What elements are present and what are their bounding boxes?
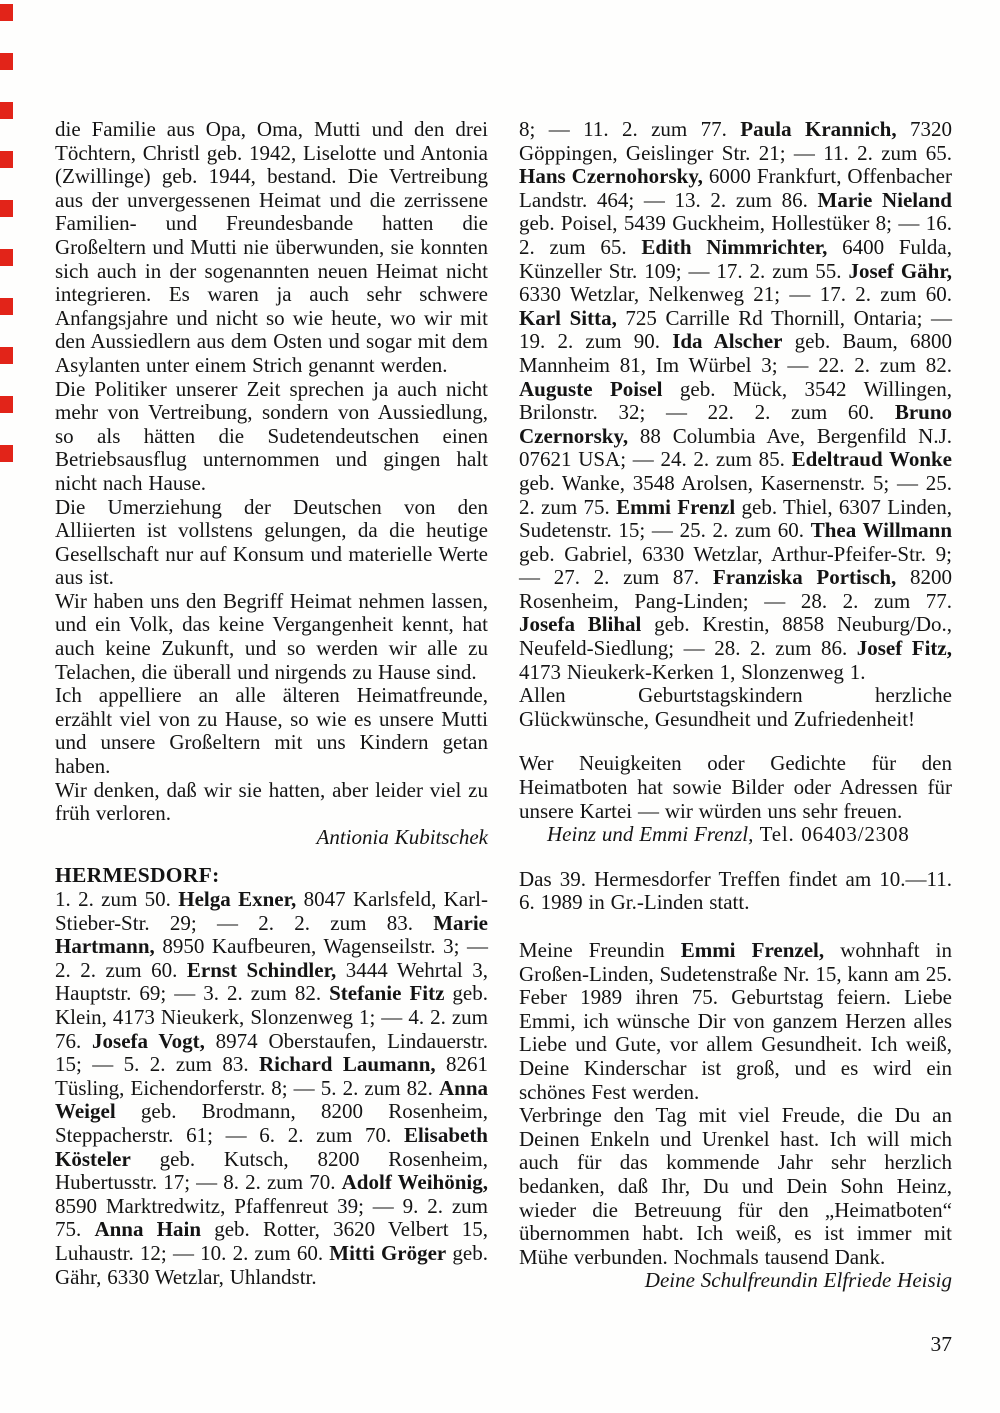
spacer	[519, 915, 952, 939]
registration-mark	[0, 4, 13, 21]
right-column	[519, 118, 952, 1293]
story-paragraph: Die Umerziehung der Deutschen von den Alliierten ist vollstens gelungen, da die heutige Gesellschaft nur auf Konsum und materielle Werte aus ist.	[55, 494, 488, 590]
registration-mark	[0, 445, 13, 462]
story-paragraph: Ich appelliere an alle älteren Heimatfreunde, erzählt viel von zu Hause, so wie es unsere Mutti und unsere Großeltern mit uns Kindern getan haben.	[55, 683, 488, 779]
story-paragraph: Wir haben uns den Begriff Heimat nehmen lassen, und ein Volk, das keine Vergangenheit kennt, hat auch keine Zukunft, und so werden wir alle zu Telachen, die überall und nirgends zu Hause sind.	[55, 588, 488, 684]
story-author-signature: Antionia Kubitschek	[316, 824, 488, 849]
registration-mark	[0, 249, 13, 266]
registration-mark	[0, 347, 13, 364]
request-paragraph: Wer Neuigkeiten oder Gedichte für den Heimatboten hat sowie Bilder oder Adressen für unsere Kartei — wir würden uns sehr freuen.	[519, 751, 952, 823]
letter-signature: Deine Schulfreundin Elfriede Heisig	[644, 1268, 952, 1293]
birthday-list-right: 8; — 11. 2. zum 77. Paula Krannich, 7320 Göppingen, Geislinger Str. 21; — 11. 2. zum 65. Hans Czernohorsky, 6000 Frankfurt, Offenbacher Landstr. 464; — 13. 2. zum 86. Marie Nieland geb. Poisel, 5439 Guckheim, Hollestüker 8; — 16. 2. zum 65. Edith Nimmrichter, 6400 Fulda, Künzeller Str. 109; — 17. 2. zum 55. Josef Gähr, 6330 Wetzlar, Nelkenweg 21; — 17. 2. zum 60. Karl Sitta, 725 Carrille Rd Thornill, Ontaria; — 19. 2. zum 90. Ida Alscher geb. Baum, 6800 Mannheim 81, Im Würbel 3; — 22. 2. zum 82. Auguste Poisel geb. Mück, 3542 Willingen, Brilonstr. 32; — 22. 2. zum 60. Bruno Czernorsky, 88 Columbia Ave, Bergenfild N.J. 07621 USA; — 24. 2. zum 85. Edeltraud Wonke geb. Wanke, 3548 Arolsen, Kasernenstr. 5; — 25. 2. zum 75. Emmi Frenzl geb. Thiel, 6307 Linden, Sudetenstr. 15; — 25. 2. zum 60. Thea Willmann geb. Gabriel, 6330 Wetzlar, Arthur-Pfeifer-Str. 9; — 27. 2. zum 87. Franziska Portisch, 8200 Rosenheim, Pang-Linden; — 28. 2. zum 77. Josefa Blihal geb. Krestin, 8858 Neuburg/Do., Neufeld-Siedlung; — 28. 2. zum 86. Josef Fitz, 4173 Nieukerk-Kerken 1, Slonzenweg 1.	[519, 117, 953, 684]
request-signature-names: Heinz und Emmi Frenzl,	[547, 822, 754, 847]
registration-mark	[0, 396, 13, 413]
registration-marks	[0, 4, 14, 494]
registration-mark	[0, 53, 13, 70]
meeting-notice: Das 39. Hermesdorfer Treffen findet am 10.—11. 6. 1989 in Gr.-Linden statt.	[519, 866, 952, 915]
section-heading-hermesdorf: HERMESDORF:	[55, 863, 220, 888]
letter-paragraph: Verbringe den Tag mit viel Freude, die Du an Deinen Enkeln und Urenkel hast. Ich will mich auch für das kommende Jahr sehr herzlich bedanken, daß Ihr, Du und Dein Sohn Heinz, wieder die Betreuung für den „Heimatboten“ übernommen habt. Ich weiß, es ist immer mit Mühe verbunden. Nochmals tausend Dank.	[519, 1103, 952, 1269]
spacer	[519, 847, 952, 868]
story-paragraph: Die Politiker unserer Zeit sprechen ja auch nicht mehr von Vertreibung, sondern von Aussiedlung, so als hätten die Sudetendeutschen einen Betriebsausflug unternommen und gingen halt nicht nach Hause.	[55, 376, 488, 495]
left-column	[55, 118, 488, 1293]
request-signature-line	[519, 823, 952, 847]
registration-mark	[0, 151, 13, 168]
letter-paragraph: Meine Freundin Emmi Frenzel, wohnhaft in Großen-Linden, Sudetenstraße Nr. 15, kann am 25. Feber 1989 ihren 75. Geburtstag feiern. Liebe Emmi, ich wünsche Dir von ganzem Herzen alles Liebe und Gute, vor allem Gesundheit. Ich weiß, Deine Kinderschar ist groß, und es wird ein schönes Fest werden.	[519, 938, 952, 1104]
registration-mark	[0, 102, 13, 119]
story-paragraph: die Familie aus Opa, Oma, Mutti und den drei Töchtern, Christl geb. 1942, Liselotte und Antonia (Zwillinge) geb. 1944, bestand. Die Vertreibung aus der unvergessenen Heimat und die zerrissene Familien- und Freundesbande hatten die Großeltern und Mutti nie überwunden, sie konnten sich auch in der sogenannten neuen Heimat nicht integrieren. Es waren ja auch sehr schwere Anfangsjahre und nicht so wie heute, wo wir mit den Aussiedlern aus dem Osten und sogar mit dem Asylanten unter einem Strich genannt werden.	[55, 117, 488, 377]
story-paragraph: Wir denken, daß wir sie hatten, aber leider viel zu früh verloren.	[55, 777, 488, 826]
spacer	[519, 731, 952, 752]
text-columns	[55, 118, 952, 1293]
registration-mark	[0, 298, 13, 315]
request-telephone: Tel. 06403/2308	[753, 822, 910, 847]
birthday-closing: Allen Geburtstagskindern herzliche Glückwünsche, Gesundheit und Zufriedenheit!	[519, 683, 952, 731]
birthday-list-left: 1. 2. zum 50. Helga Exner, 8047 Karlsfeld, Karl-Stieber-Str. 29; — 2. 2. zum 83. Marie Hartmann, 8950 Kaufbeuren, Wagenseilstr. 3; — 2. 2. zum 60. Ernst Schindler, 3444 Wehrtal 3, Hauptstr. 69; — 3. 2. zum 82. Stefanie Fitz geb. Klein, 4173 Nieukerk, Slonzenweg 1; — 4. 2. zum 76. Josefa Vogt, 8974 Oberstaufen, Lindauerstr. 15; — 5. 2. zum 83. Richard Laumann, 8261 Tüsling, Eichendorferstr. 8; — 5. 2. zum 82. Anna Weigel geb. Brodmann, 8200 Rosenheim, Steppacherstr. 61; — 6. 2. zum 70. Elisabeth Kösteler geb. Kutsch, 8200 Rosenheim, Hubertusstr. 17; — 8. 2. zum 70. Adolf Weihönig, 8590 Marktredwitz, Pfaffenreut 39; — 9. 2. zum 75. Anna Hain geb. Rotter, 3620 Velbert 15, Luhaustr. 12; — 10. 2. zum 60. Mitti Gröger geb. Gähr, 6330 Wetzlar, Uhlandstr.	[55, 887, 489, 1289]
registration-mark	[0, 200, 13, 217]
page-number: 37	[930, 1332, 952, 1356]
